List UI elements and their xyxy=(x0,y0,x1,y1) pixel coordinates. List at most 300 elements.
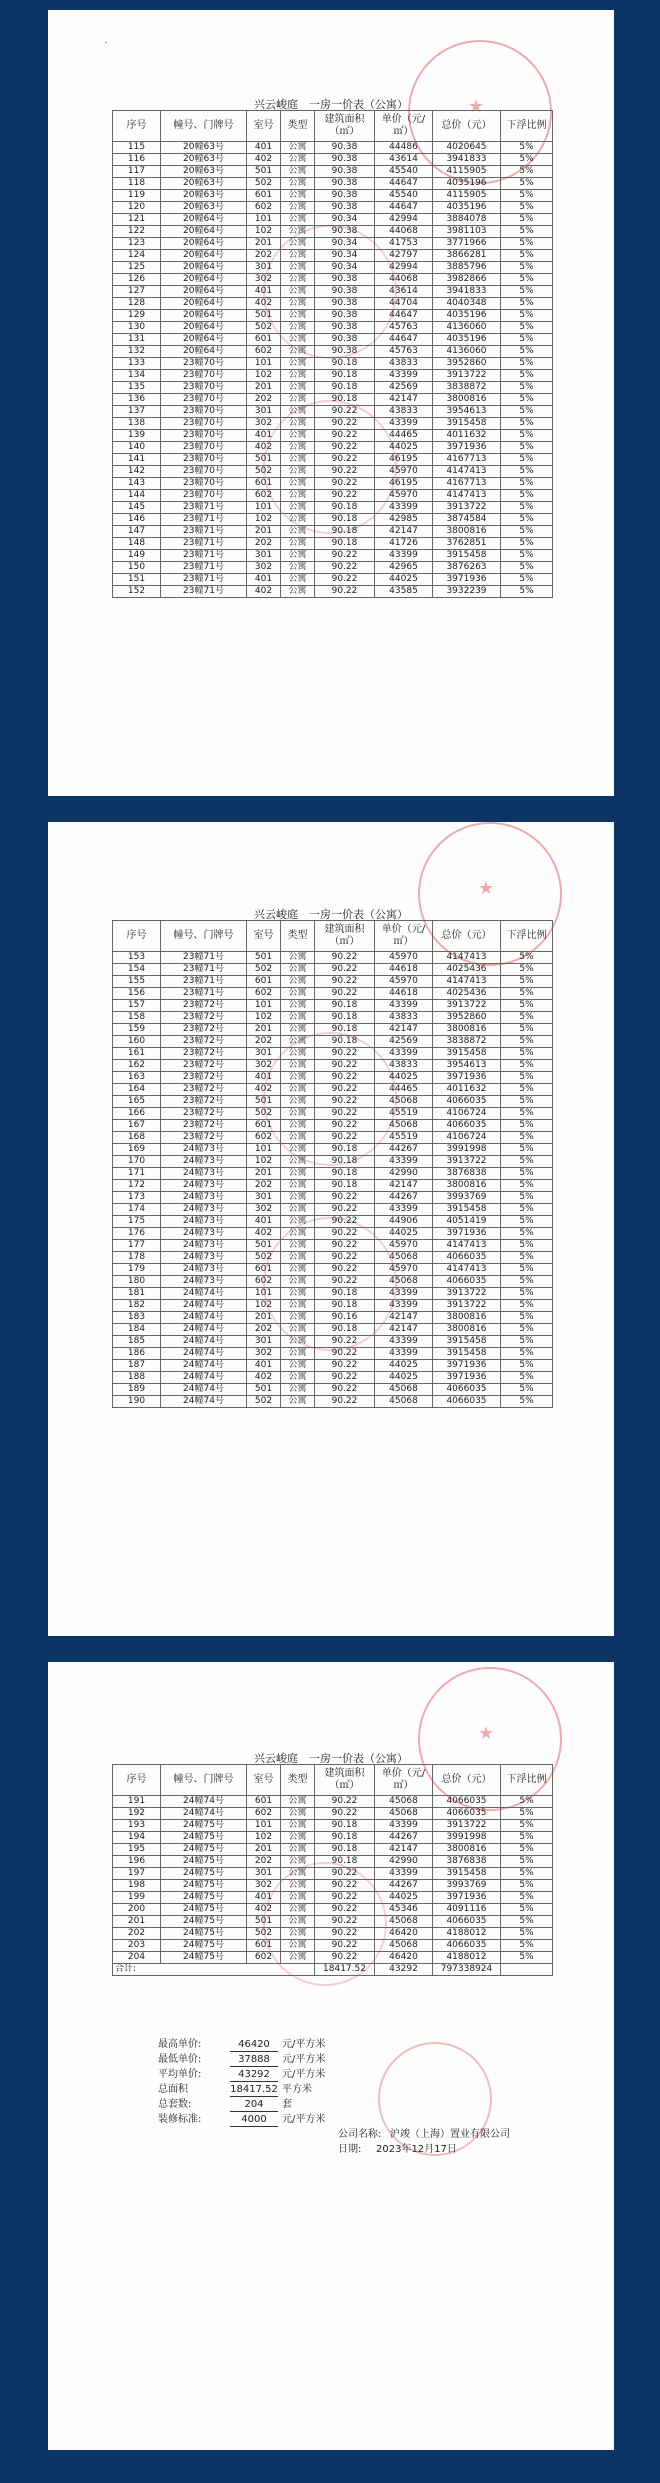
cell-building: 24幢74号 xyxy=(161,1372,247,1384)
cell-area: 90.22 xyxy=(315,442,375,454)
table-row xyxy=(113,514,553,526)
cell-room: 501 xyxy=(247,310,281,322)
cell-building: 24幢74号 xyxy=(161,1300,247,1312)
cell-seq: 149 xyxy=(113,550,161,562)
cell-type: 公寓 xyxy=(281,1180,315,1192)
cell-total: 4066035 xyxy=(433,1916,501,1928)
table-row xyxy=(113,346,553,358)
cell-total: 4167713 xyxy=(433,478,501,490)
table-row xyxy=(113,1156,553,1168)
cell-area: 90.18 xyxy=(315,1156,375,1168)
cell-room: 201 xyxy=(247,1024,281,1036)
cell-unit-price: 43399 xyxy=(375,1288,433,1300)
table-row xyxy=(113,952,553,964)
cell-area: 90.34 xyxy=(315,214,375,226)
cell-seq: 178 xyxy=(113,1252,161,1264)
cell-unit-price: 42797 xyxy=(375,250,433,262)
cell-room: 501 xyxy=(247,1916,281,1928)
table-row xyxy=(113,538,553,550)
cell-building: 23幢71号 xyxy=(161,952,247,964)
cell-building: 23幢70号 xyxy=(161,490,247,502)
cell-total: 4147413 xyxy=(433,1264,501,1276)
cell-building: 23幢72号 xyxy=(161,1060,247,1072)
cell-type: 公寓 xyxy=(281,1868,315,1880)
cell-float: 5% xyxy=(501,346,553,358)
cell-area: 90.22 xyxy=(315,574,375,586)
cell-area: 90.22 xyxy=(315,1108,375,1120)
cell-unit-price: 44647 xyxy=(375,310,433,322)
cell-building: 23幢70号 xyxy=(161,478,247,490)
cell-unit-price: 43399 xyxy=(375,550,433,562)
cell-room: 302 xyxy=(247,274,281,286)
cell-building: 24幢75号 xyxy=(161,1856,247,1868)
document-page-3 xyxy=(48,1662,614,2450)
cell-total: 4091116 xyxy=(433,1904,501,1916)
cell-room: 602 xyxy=(247,346,281,358)
cell-seq: 145 xyxy=(113,502,161,514)
cell-unit-price: 44647 xyxy=(375,334,433,346)
table-row xyxy=(113,1180,553,1192)
cell-seq: 142 xyxy=(113,466,161,478)
total-area: 18417.52 xyxy=(315,1964,375,1976)
cell-building: 23幢72号 xyxy=(161,1024,247,1036)
cell-total: 3993769 xyxy=(433,1880,501,1892)
table-row xyxy=(113,1844,553,1856)
cell-unit-price: 44025 xyxy=(375,1892,433,1904)
cell-room: 401 xyxy=(247,1360,281,1372)
cell-total: 3800816 xyxy=(433,1024,501,1036)
cell-area: 90.18 xyxy=(315,1324,375,1336)
cell-total: 4147413 xyxy=(433,466,501,478)
table-row xyxy=(113,490,553,502)
table-row xyxy=(113,1048,553,1060)
cell-building: 23幢72号 xyxy=(161,1000,247,1012)
cell-building: 24幢73号 xyxy=(161,1264,247,1276)
cell-total: 3885796 xyxy=(433,262,501,274)
header-building: 幢号、门牌号 xyxy=(161,111,247,142)
cell-float: 5% xyxy=(501,1108,553,1120)
table-row xyxy=(113,1252,553,1264)
cell-seq: 137 xyxy=(113,406,161,418)
page-title: 兴云峻庭 一房一价表（公寓） xyxy=(254,908,408,921)
cell-room: 202 xyxy=(247,250,281,262)
cell-type: 公寓 xyxy=(281,1144,315,1156)
cell-unit-price: 44647 xyxy=(375,178,433,190)
cell-building: 20幢64号 xyxy=(161,262,247,274)
cell-unit-price: 43399 xyxy=(375,1336,433,1348)
table-row xyxy=(113,1808,553,1820)
cell-total: 4106724 xyxy=(433,1108,501,1120)
cell-room: 302 xyxy=(247,1348,281,1360)
cell-type: 公寓 xyxy=(281,1060,315,1072)
cell-building: 23幢71号 xyxy=(161,550,247,562)
cell-unit-price: 45970 xyxy=(375,1264,433,1276)
cell-total: 3913722 xyxy=(433,1288,501,1300)
cell-seq: 130 xyxy=(113,322,161,334)
cell-unit-price: 42990 xyxy=(375,1856,433,1868)
cell-seq: 195 xyxy=(113,1844,161,1856)
cell-building: 24幢73号 xyxy=(161,1252,247,1264)
cell-unit-price: 44465 xyxy=(375,1084,433,1096)
cell-float: 5% xyxy=(501,1240,553,1252)
cell-room: 501 xyxy=(247,166,281,178)
cell-room: 102 xyxy=(247,1156,281,1168)
cell-total: 4025436 xyxy=(433,964,501,976)
cell-unit-price: 43833 xyxy=(375,1012,433,1024)
cell-room: 501 xyxy=(247,1096,281,1108)
cell-total: 3915458 xyxy=(433,550,501,562)
table-row xyxy=(113,310,553,322)
cell-seq: 123 xyxy=(113,238,161,250)
table-row xyxy=(113,1264,553,1276)
cell-type: 公寓 xyxy=(281,154,315,166)
cell-building: 23幢71号 xyxy=(161,514,247,526)
cell-total: 3941833 xyxy=(433,154,501,166)
cell-room: 601 xyxy=(247,1264,281,1276)
cell-area: 90.22 xyxy=(315,1132,375,1144)
cell-total: 3971936 xyxy=(433,574,501,586)
cell-type: 公寓 xyxy=(281,334,315,346)
cell-building: 24幢73号 xyxy=(161,1240,247,1252)
table-row xyxy=(113,1192,553,1204)
summary-decor: 装修标准: 4000 元/平方米 xyxy=(158,2114,326,2125)
total-price: 797338924 xyxy=(433,1964,501,1976)
cell-total: 3762851 xyxy=(433,538,501,550)
cell-room: 501 xyxy=(247,1240,281,1252)
cell-building: 24幢73号 xyxy=(161,1168,247,1180)
cell-total: 3915458 xyxy=(433,1868,501,1880)
cell-area: 90.22 xyxy=(315,466,375,478)
header-unit-price: 单价（元/㎡） xyxy=(375,921,433,952)
cell-room: 202 xyxy=(247,394,281,406)
cell-float: 5% xyxy=(501,988,553,1000)
cell-room: 601 xyxy=(247,976,281,988)
cell-type: 公寓 xyxy=(281,1940,315,1952)
cell-area: 90.22 xyxy=(315,1348,375,1360)
cell-seq: 154 xyxy=(113,964,161,976)
table-row xyxy=(113,166,553,178)
cell-unit-price: 44025 xyxy=(375,1072,433,1084)
cell-unit-price: 43399 xyxy=(375,370,433,382)
cell-total: 4188012 xyxy=(433,1928,501,1940)
cell-area: 90.18 xyxy=(315,1168,375,1180)
cell-total: 3915458 xyxy=(433,1348,501,1360)
cell-building: 24幢75号 xyxy=(161,1940,247,1952)
cell-type: 公寓 xyxy=(281,454,315,466)
cell-seq: 183 xyxy=(113,1312,161,1324)
cell-building: 20幢63号 xyxy=(161,190,247,202)
table-row xyxy=(113,964,553,976)
cell-float: 5% xyxy=(501,466,553,478)
cell-unit-price: 44267 xyxy=(375,1880,433,1892)
cell-room: 301 xyxy=(247,1868,281,1880)
cell-area: 90.18 xyxy=(315,358,375,370)
cell-unit-price: 44647 xyxy=(375,202,433,214)
cell-type: 公寓 xyxy=(281,1928,315,1940)
header-type: 类型 xyxy=(281,1765,315,1796)
cell-float: 5% xyxy=(501,1832,553,1844)
cell-seq: 117 xyxy=(113,166,161,178)
cell-unit-price: 43614 xyxy=(375,154,433,166)
cell-area: 90.22 xyxy=(315,1048,375,1060)
cell-total: 4035196 xyxy=(433,202,501,214)
cell-total: 4066035 xyxy=(433,1252,501,1264)
cell-float: 5% xyxy=(501,1348,553,1360)
cell-building: 24幢73号 xyxy=(161,1276,247,1288)
cell-total: 3876263 xyxy=(433,562,501,574)
cell-unit-price: 46420 xyxy=(375,1928,433,1940)
cell-total: 3915458 xyxy=(433,418,501,430)
cell-building: 24幢73号 xyxy=(161,1156,247,1168)
cell-area: 90.22 xyxy=(315,1892,375,1904)
cell-area: 90.22 xyxy=(315,1916,375,1928)
cell-building: 24幢75号 xyxy=(161,1820,247,1832)
cell-unit-price: 45068 xyxy=(375,1796,433,1808)
cell-type: 公寓 xyxy=(281,214,315,226)
cell-room: 501 xyxy=(247,952,281,964)
cell-unit-price: 44267 xyxy=(375,1832,433,1844)
table-row xyxy=(113,442,553,454)
cell-area: 90.18 xyxy=(315,1832,375,1844)
cell-float: 5% xyxy=(501,1156,553,1168)
cell-type: 公寓 xyxy=(281,1240,315,1252)
cell-seq: 148 xyxy=(113,538,161,550)
cell-seq: 175 xyxy=(113,1216,161,1228)
cell-building: 23幢71号 xyxy=(161,964,247,976)
cell-room: 201 xyxy=(247,526,281,538)
cell-room: 202 xyxy=(247,1180,281,1192)
cell-unit-price: 42147 xyxy=(375,394,433,406)
cell-float: 5% xyxy=(501,1264,553,1276)
cell-area: 90.22 xyxy=(315,454,375,466)
cell-total: 4066035 xyxy=(433,1096,501,1108)
cell-unit-price: 43399 xyxy=(375,1204,433,1216)
cell-area: 90.22 xyxy=(315,1192,375,1204)
cell-building: 23幢70号 xyxy=(161,358,247,370)
table-row xyxy=(113,1168,553,1180)
cell-room: 301 xyxy=(247,406,281,418)
cell-type: 公寓 xyxy=(281,166,315,178)
cell-type: 公寓 xyxy=(281,526,315,538)
cell-type: 公寓 xyxy=(281,430,315,442)
cell-unit-price: 44068 xyxy=(375,226,433,238)
cell-float: 5% xyxy=(501,1868,553,1880)
cell-room: 601 xyxy=(247,334,281,346)
cell-float: 5% xyxy=(501,1144,553,1156)
cell-seq: 198 xyxy=(113,1880,161,1892)
cell-seq: 201 xyxy=(113,1916,161,1928)
cell-float: 5% xyxy=(501,1084,553,1096)
cell-unit-price: 43399 xyxy=(375,418,433,430)
cell-float: 5% xyxy=(501,538,553,550)
cell-total: 3913722 xyxy=(433,502,501,514)
header-total: 总价（元） xyxy=(433,921,501,952)
header-room: 室号 xyxy=(247,1765,281,1796)
cell-building: 24幢73号 xyxy=(161,1144,247,1156)
cell-seq: 202 xyxy=(113,1928,161,1940)
cell-seq: 150 xyxy=(113,562,161,574)
cell-type: 公寓 xyxy=(281,1796,315,1808)
table-row xyxy=(113,478,553,490)
cell-type: 公寓 xyxy=(281,406,315,418)
cell-seq: 185 xyxy=(113,1336,161,1348)
cell-total: 3971936 xyxy=(433,1360,501,1372)
cell-room: 202 xyxy=(247,1324,281,1336)
cell-building: 20幢64号 xyxy=(161,250,247,262)
table-row xyxy=(113,1096,553,1108)
cell-float: 5% xyxy=(501,1192,553,1204)
cell-float: 5% xyxy=(501,1168,553,1180)
cell-seq: 146 xyxy=(113,514,161,526)
cell-total: 4011632 xyxy=(433,1084,501,1096)
table-header-row xyxy=(113,1765,553,1796)
table-row xyxy=(113,1880,553,1892)
cell-building: 24幢75号 xyxy=(161,1832,247,1844)
cell-total: 3915458 xyxy=(433,1204,501,1216)
cell-building: 23幢71号 xyxy=(161,586,247,598)
cell-building: 24幢75号 xyxy=(161,1904,247,1916)
total-unit-price: 43292 xyxy=(375,1964,433,1976)
cell-float: 5% xyxy=(501,1940,553,1952)
cell-seq: 189 xyxy=(113,1384,161,1396)
cell-type: 公寓 xyxy=(281,358,315,370)
cell-room: 202 xyxy=(247,538,281,550)
cell-area: 90.38 xyxy=(315,334,375,346)
cell-building: 24幢73号 xyxy=(161,1216,247,1228)
company-info xyxy=(338,2127,510,2157)
cell-area: 90.22 xyxy=(315,1060,375,1072)
cell-building: 24幢74号 xyxy=(161,1324,247,1336)
cell-building: 23幢70号 xyxy=(161,418,247,430)
table-row xyxy=(113,1796,553,1808)
cell-unit-price: 44267 xyxy=(375,1144,433,1156)
total-float xyxy=(501,1964,553,1976)
cell-unit-price: 44025 xyxy=(375,574,433,586)
page-title: 兴云峻庭 一房一价表（公寓） xyxy=(254,1752,408,1765)
cell-unit-price: 45519 xyxy=(375,1108,433,1120)
cell-area: 90.34 xyxy=(315,262,375,274)
cell-float: 5% xyxy=(501,1808,553,1820)
cell-room: 301 xyxy=(247,550,281,562)
cell-seq: 152 xyxy=(113,586,161,598)
cell-total: 4147413 xyxy=(433,952,501,964)
cell-seq: 192 xyxy=(113,1808,161,1820)
cell-seq: 124 xyxy=(113,250,161,262)
cell-seq: 194 xyxy=(113,1832,161,1844)
cell-unit-price: 43399 xyxy=(375,502,433,514)
cell-seq: 159 xyxy=(113,1024,161,1036)
cell-building: 23幢71号 xyxy=(161,502,247,514)
cell-area: 90.18 xyxy=(315,1012,375,1024)
cell-float: 5% xyxy=(501,1312,553,1324)
cell-room: 502 xyxy=(247,1928,281,1940)
cell-building: 23幢72号 xyxy=(161,1084,247,1096)
cell-unit-price: 46195 xyxy=(375,478,433,490)
cell-area: 90.38 xyxy=(315,346,375,358)
cell-total: 3913722 xyxy=(433,1820,501,1832)
cell-float: 5% xyxy=(501,478,553,490)
cell-type: 公寓 xyxy=(281,1264,315,1276)
cell-room: 301 xyxy=(247,1336,281,1348)
cell-type: 公寓 xyxy=(281,1300,315,1312)
cell-total: 3866281 xyxy=(433,250,501,262)
cell-building: 23幢70号 xyxy=(161,454,247,466)
cell-room: 402 xyxy=(247,442,281,454)
header-area: 建筑面积（㎡） xyxy=(315,111,375,142)
cell-room: 402 xyxy=(247,1372,281,1384)
cell-total: 3876838 xyxy=(433,1856,501,1868)
cell-room: 502 xyxy=(247,322,281,334)
cell-area: 90.38 xyxy=(315,142,375,154)
cell-area: 90.22 xyxy=(315,1360,375,1372)
cell-area: 90.22 xyxy=(315,430,375,442)
cell-type: 公寓 xyxy=(281,1108,315,1120)
cell-building: 24幢74号 xyxy=(161,1288,247,1300)
cell-type: 公寓 xyxy=(281,952,315,964)
cell-total: 4115905 xyxy=(433,166,501,178)
table-row xyxy=(113,1868,553,1880)
table-row xyxy=(113,550,553,562)
cell-total: 4106724 xyxy=(433,1132,501,1144)
cell-seq: 143 xyxy=(113,478,161,490)
header-float: 下浮比例 xyxy=(501,111,553,142)
cell-room: 502 xyxy=(247,1108,281,1120)
cell-seq: 188 xyxy=(113,1372,161,1384)
cell-building: 20幢64号 xyxy=(161,238,247,250)
cell-seq: 138 xyxy=(113,418,161,430)
cell-type: 公寓 xyxy=(281,238,315,250)
cell-seq: 131 xyxy=(113,334,161,346)
cell-float: 5% xyxy=(501,274,553,286)
price-table xyxy=(112,920,553,1408)
cell-seq: 186 xyxy=(113,1348,161,1360)
cell-seq: 151 xyxy=(113,574,161,586)
header-seq: 序号 xyxy=(113,921,161,952)
cell-type: 公寓 xyxy=(281,1096,315,1108)
cell-total: 4066035 xyxy=(433,1276,501,1288)
cell-room: 602 xyxy=(247,1276,281,1288)
cell-total: 3884078 xyxy=(433,214,501,226)
cell-room: 401 xyxy=(247,430,281,442)
cell-unit-price: 43399 xyxy=(375,1348,433,1360)
summary-count: 总套数: 204 套 xyxy=(158,2099,292,2110)
cell-type: 公寓 xyxy=(281,1132,315,1144)
cell-float: 5% xyxy=(501,574,553,586)
cell-room: 201 xyxy=(247,1844,281,1856)
cell-seq: 116 xyxy=(113,154,161,166)
cell-area: 90.22 xyxy=(315,1904,375,1916)
cell-seq: 179 xyxy=(113,1264,161,1276)
cell-total: 3915458 xyxy=(433,1048,501,1060)
cell-room: 301 xyxy=(247,1192,281,1204)
table-row xyxy=(113,466,553,478)
cell-float: 5% xyxy=(501,190,553,202)
price-summary xyxy=(158,2037,325,2127)
cell-seq: 193 xyxy=(113,1820,161,1832)
cell-area: 90.38 xyxy=(315,190,375,202)
cell-type: 公寓 xyxy=(281,1168,315,1180)
cell-type: 公寓 xyxy=(281,1820,315,1832)
cell-area: 90.18 xyxy=(315,1144,375,1156)
table-row xyxy=(113,226,553,238)
cell-unit-price: 45763 xyxy=(375,346,433,358)
cell-type: 公寓 xyxy=(281,1832,315,1844)
table-row xyxy=(113,1952,553,1964)
cell-type: 公寓 xyxy=(281,502,315,514)
cell-area: 90.38 xyxy=(315,202,375,214)
table-row xyxy=(113,142,553,154)
cell-unit-price: 44267 xyxy=(375,1192,433,1204)
